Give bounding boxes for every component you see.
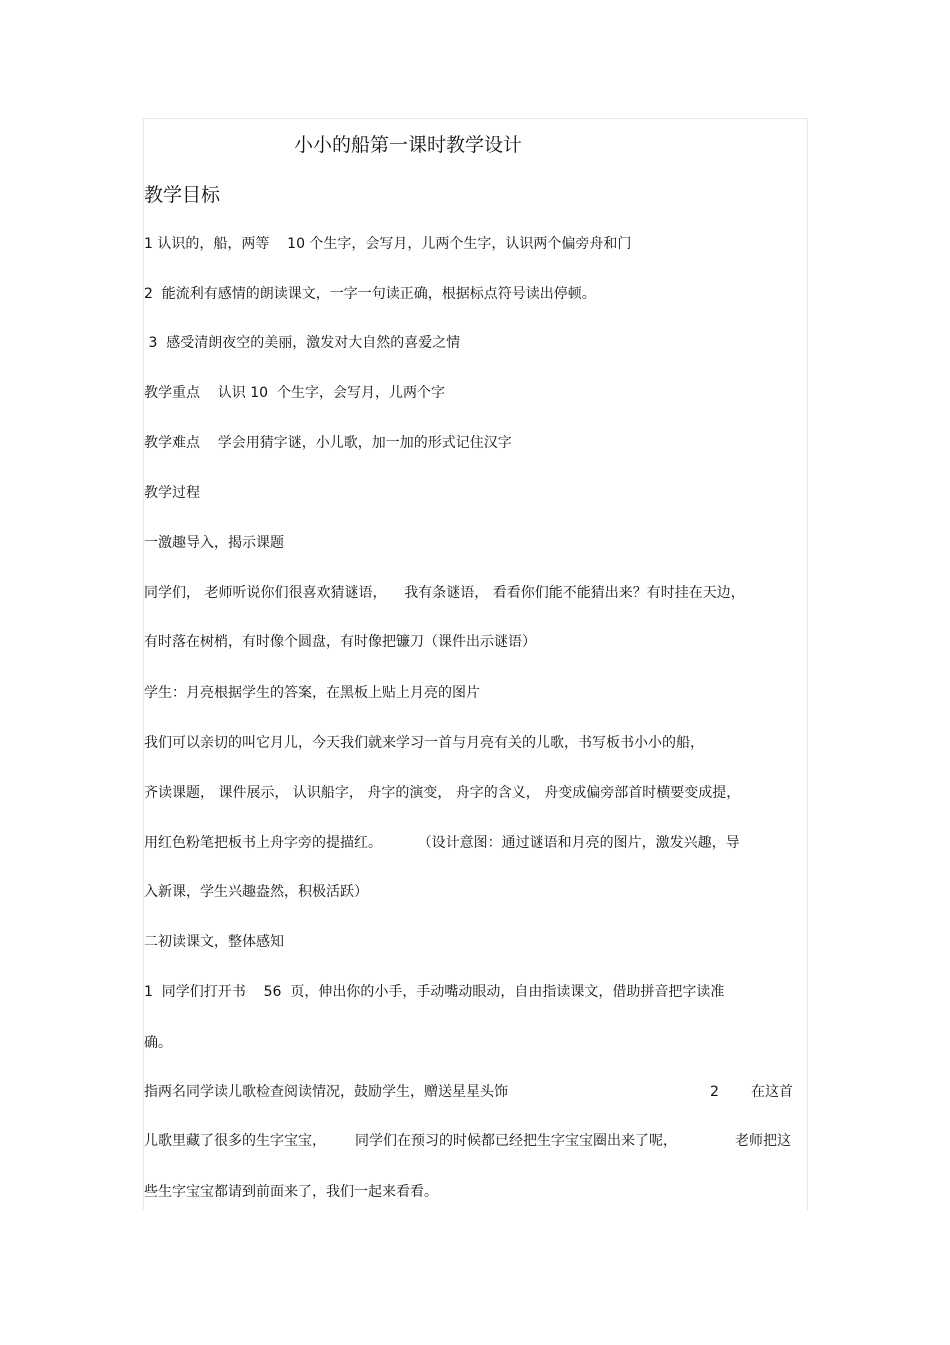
difficult-point: 教学难点 学会用猜字谜，小儿歌，加一加的形式记住汉字 <box>144 435 512 451</box>
section1-line: 入新课，学生兴趣盎然，积极活跃） <box>144 884 368 900</box>
section2-line3-left: 指两名同学读儿歌检查阅读情况，鼓励学生，赠送星星头饰 <box>144 1084 508 1100</box>
section1-line: 学生：月亮根据学生的答案，在黑板上贴上月亮的图片 <box>144 685 480 701</box>
section2-heading: 二初读课文，整体感知 <box>144 934 284 950</box>
section2-line: 些生字宝宝都请到前面来了，我们一起来看看。 <box>144 1184 438 1200</box>
process-heading: 教学过程 <box>144 485 200 501</box>
section1-line: 我们可以亲切的叫它月儿，今天我们就来学习一首与月亮有关的儿歌，书写板书小小的船， <box>144 735 704 751</box>
section1-line: 同学们， 老师听说你们很喜欢猜谜语， 我有条谜语， 看看你们能不能猜出来？有时挂在天边， <box>144 585 745 601</box>
section2-line: 1 同学们打开书 56 页，伸出你的小手，手动嘴动眼动，自由指读课文，借助拼音把字读准 <box>144 984 725 1000</box>
section2-line4-part: 儿歌里藏了很多的生字宝宝， <box>144 1133 326 1149</box>
section2-line3-right: 在这首 <box>751 1084 793 1100</box>
section2-line: 确。 <box>144 1035 172 1051</box>
step-number: 2 <box>710 1084 719 1100</box>
objective-1: 1 认识的，船，两等 10 个生字，会写月，儿两个生字，认识两个偏旁舟和门 <box>144 236 632 252</box>
key-point: 教学重点 认识 10 个生字，会写月，儿两个字 <box>144 385 445 401</box>
section2-line4-part: 老师把这 <box>735 1133 791 1149</box>
objectives-heading: 教学目标 <box>144 184 221 206</box>
section2-line4-part: 同学们在预习的时候都已经把生字宝宝圈出来了呢， <box>355 1133 677 1149</box>
section1-line: 有时落在树梢，有时像个圆盘，有时像把镰刀（课件出示谜语） <box>144 634 536 650</box>
objective-3: 3 感受清朗夜空的美丽，激发对大自然的喜爱之情 <box>144 335 461 351</box>
section1-line: 齐读课题， 课件展示， 认识船字， 舟字的演变， 舟字的含义， 舟变成偏旁部首时横要变成提， <box>144 785 741 801</box>
objective-2: 2 能流利有感情的朗读课文，一字一句读正确，根据标点符号读出停顿。 <box>144 286 596 302</box>
page-frame <box>143 118 808 1210</box>
page-title: 小小的船第一课时教学设计 <box>294 134 523 156</box>
section1-line: 用红色粉笔把板书上舟字旁的提描红。 （设计意图：通过谜语和月亮的图片，激发兴趣，导 <box>144 835 740 851</box>
section1-heading: 一激趣导入，揭示课题 <box>144 535 284 551</box>
